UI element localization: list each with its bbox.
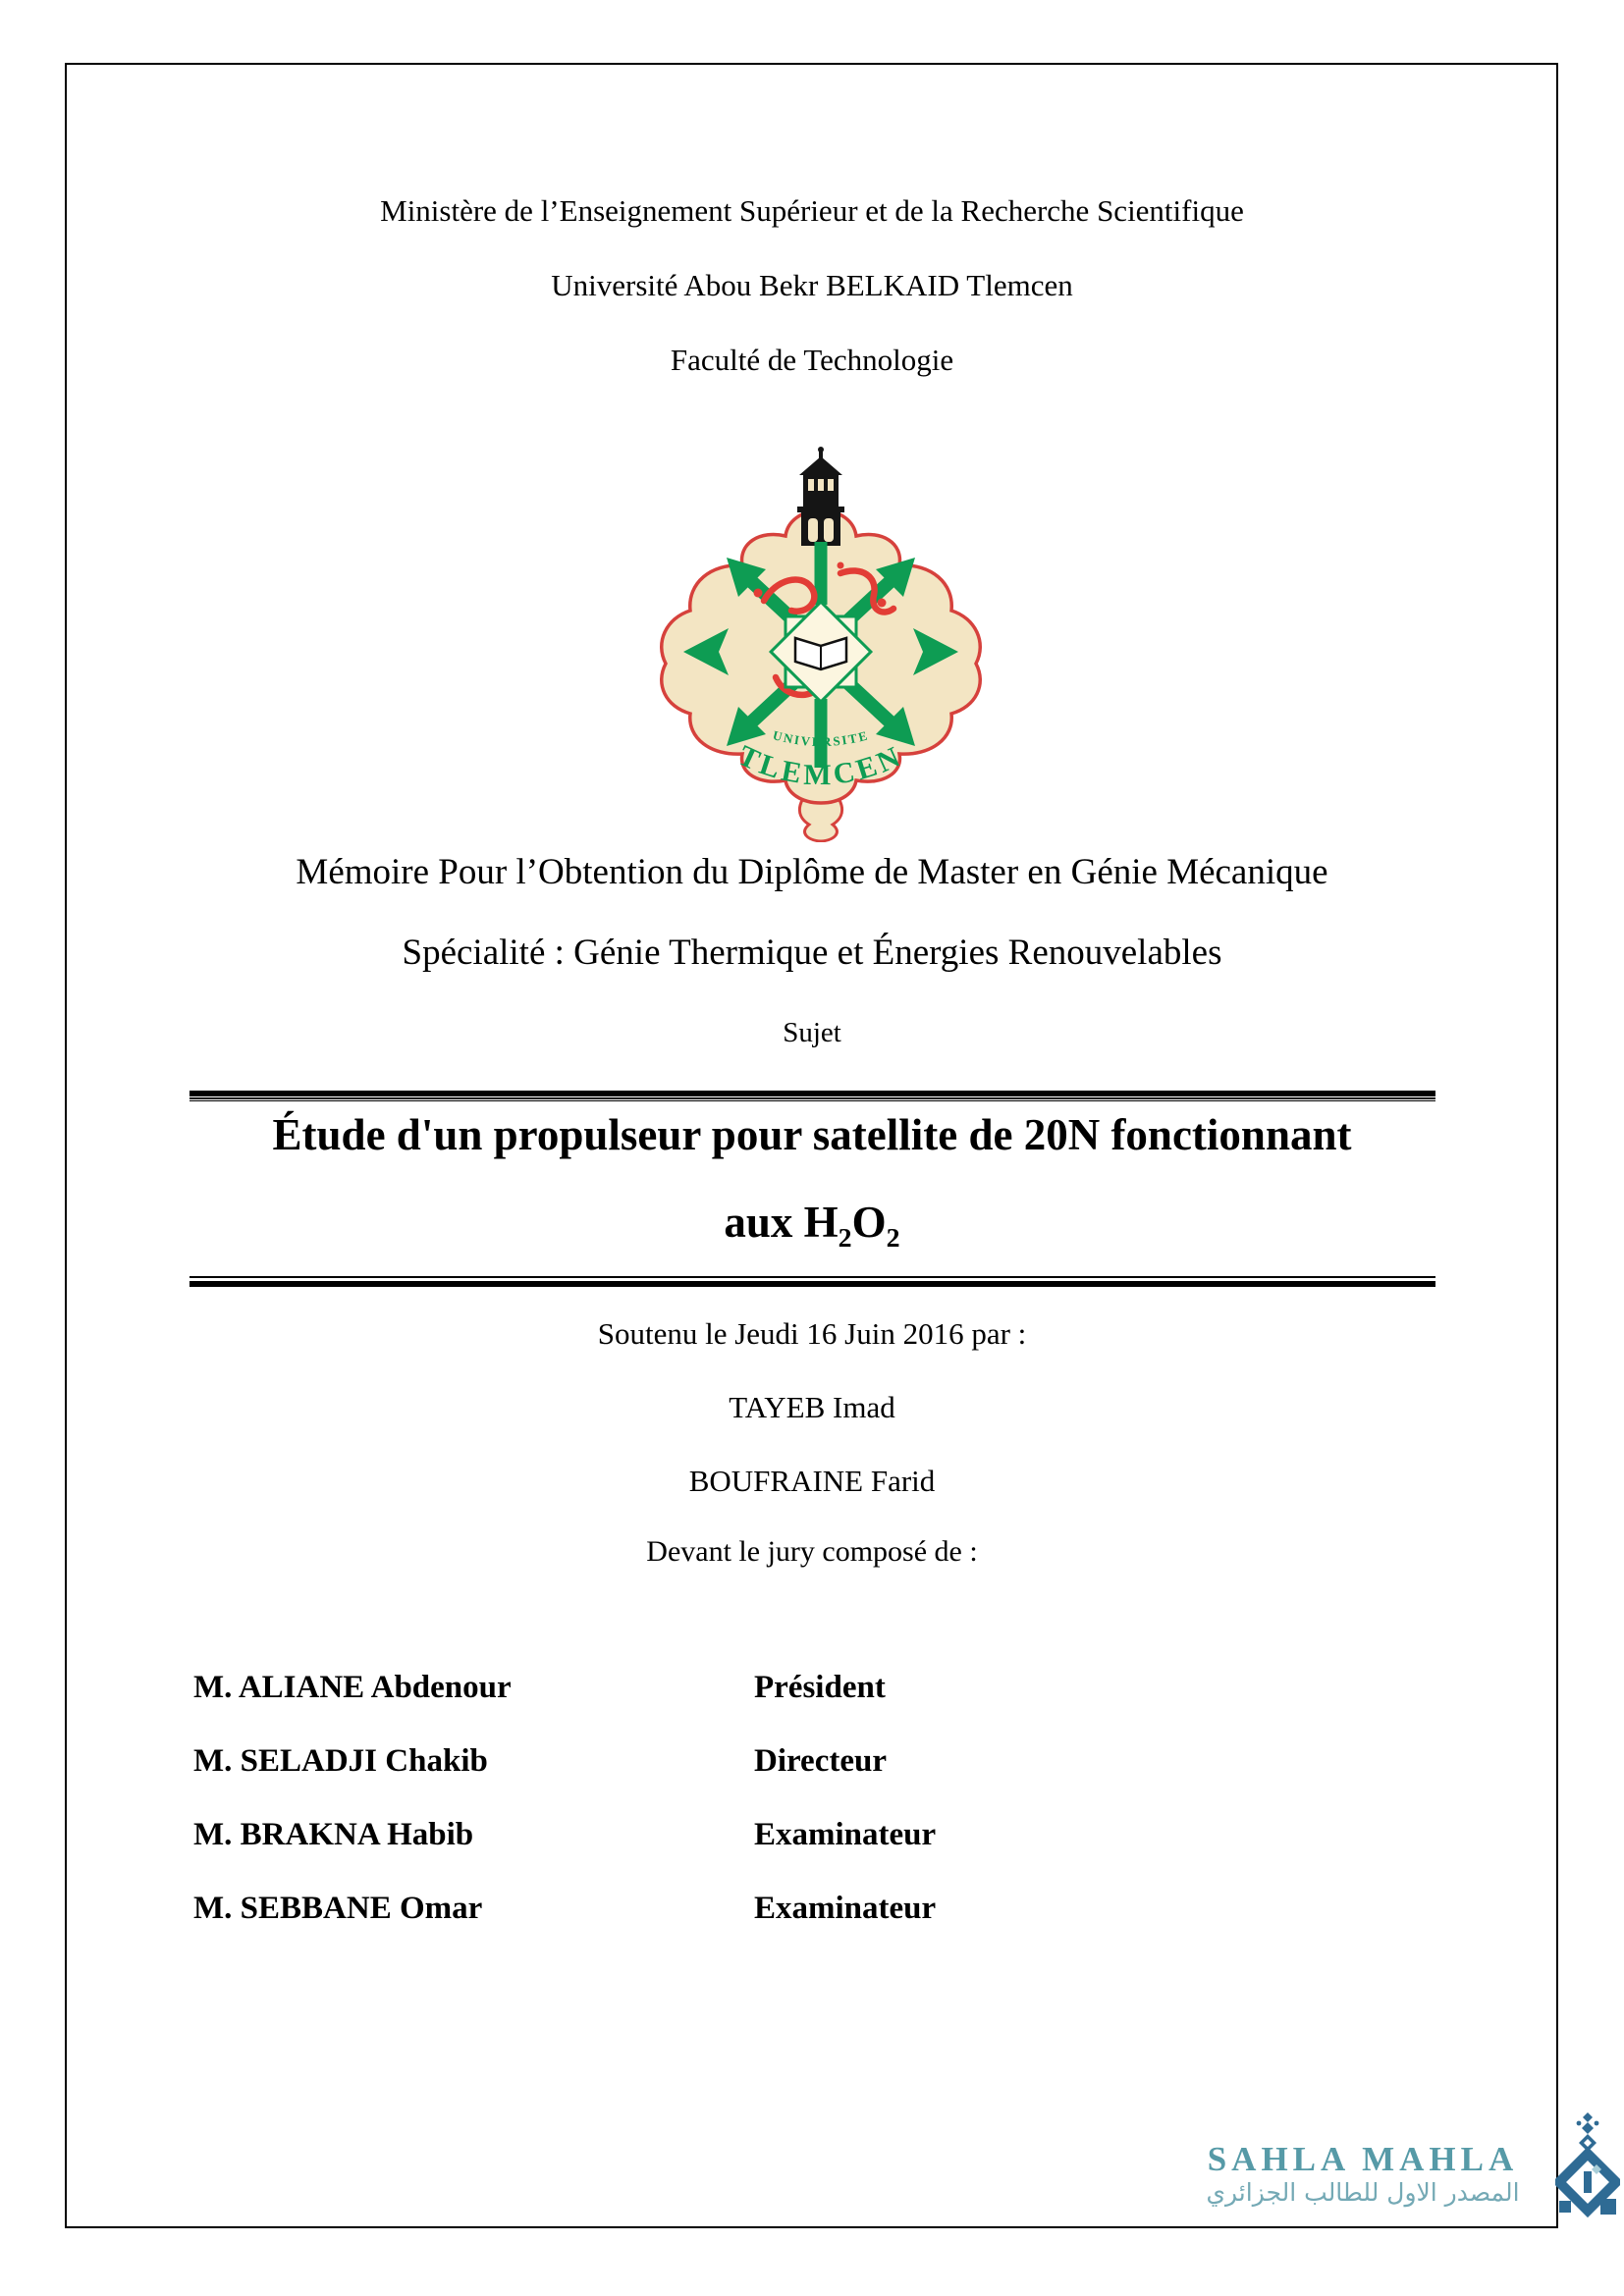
sahla-mahla-mark-icon [1555,2110,1620,2220]
jury-member-name: M. BRAKNA Habib [193,1817,474,1852]
sujet-label: Sujet [783,1017,841,1048]
jury-member-name: M. ALIANE Abdenour [193,1670,512,1705]
specialite-line: Spécialité : Génie Thermique et Énergies Renouvelables [402,933,1222,973]
watermark [1176,2142,1549,2208]
thesis-title-line1: Étude d'un propulseur pour satellite de 20N fonctionnant [272,1110,1352,1159]
open-book-icon [771,602,871,702]
memoire-line: Mémoire Pour l’Obtention du Diplôme de Master en Génie Mécanique [296,852,1328,892]
title-aux-h: aux H [724,1198,839,1247]
title-rule-bottom [189,1276,1435,1287]
university-line: Université Abou Bekr BELKAID Tlemcen [551,268,1073,302]
h2o2-sub1: 2 [838,1223,852,1254]
title-o: O [851,1198,887,1247]
logo-arc-top-text: UNIVERSITE [771,727,871,750]
ministry-line: Ministère de l’Enseignement Supérieur et de la Recherche Scientifique [380,193,1244,228]
thesis-title-line2 [0,1198,1624,1254]
author-2: BOUFRAINE Farid [688,1464,936,1498]
jury-member-name: M. SELADJI Chakib [193,1743,488,1779]
minaret-icon [797,447,844,546]
h2o2-sub2: 2 [886,1223,900,1254]
defense-date-line: Soutenu le Jeudi 16 Juin 2016 par : [597,1316,1027,1351]
faculty-line: Faculté de Technologie [670,343,954,377]
watermark-brand-text: SAHLA MAHLA [1207,2140,1519,2178]
jury-intro-line: Devant le jury composé de : [646,1535,978,1568]
watermark-arabic-tagline: المصدر الاول للطالب الجزائري [1206,2177,1520,2207]
university-tlemcen-logo-icon [648,444,994,842]
jury-member-name: M. SEBBANE Omar [193,1891,483,1926]
jury-member-role: Examinateur [754,1891,937,1926]
title-rule-top [189,1091,1435,1101]
jury-member-role: Examinateur [754,1817,937,1852]
author-1: TAYEB Imad [729,1390,895,1424]
logo-arc-bottom-text: TLEMCEN [732,739,909,792]
jury-member-role: Directeur [754,1743,887,1779]
jury-member-role: Président [754,1670,886,1705]
